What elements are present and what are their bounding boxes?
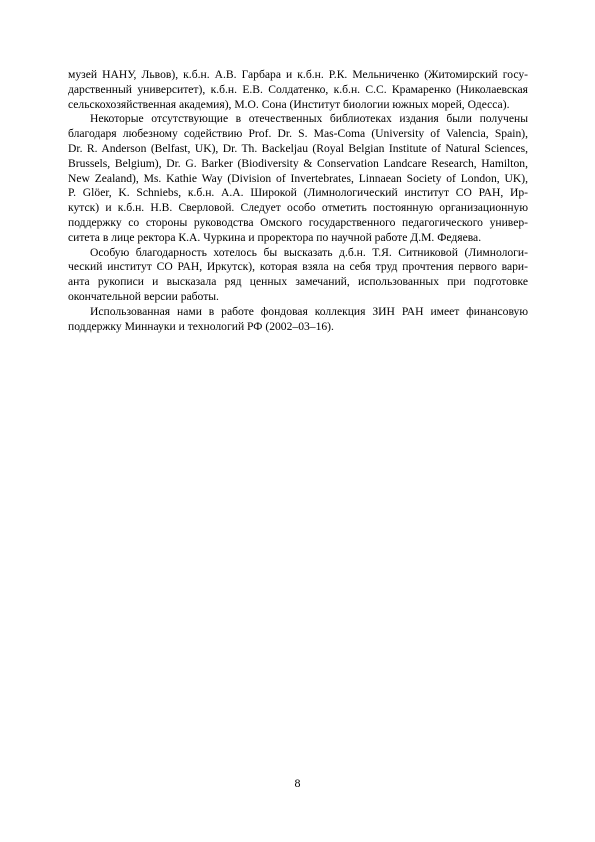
text-line: кутск) и к.б.н. Н.В. Сверловой. Следует особо отметить постоянную организационную: [68, 201, 528, 215]
text-line: ческий институт СО РАН, Иркутск), которая взяла на себя труд прочтения первого вари-: [68, 260, 528, 274]
text-line: поддержку Миннауки и технологий РФ (2002–03–16).: [68, 319, 334, 333]
text-line: Dr. R. Anderson (Belfast, UK), Dr. Th. Backeljau (Royal Belgian Institute of Natural Sciences,: [68, 141, 528, 155]
paragraph: [68, 246, 528, 305]
text-line: анта рукописи и высказала ряд ценных замечаний, использованных при подготовке: [68, 275, 528, 289]
text-line: сельскохозяйственная академия), М.О. Сона (Институт биологии южных морей, Одесса).: [68, 97, 510, 111]
text-line: окончательной версии работы.: [68, 289, 219, 303]
paragraph: [68, 68, 528, 112]
text-line: Особую благодарность хотелось бы высказать д.б.н. Т.Я. Ситниковой (Лимнологи-: [90, 245, 528, 259]
page-number: 8: [294, 776, 301, 790]
text-line: музей НАНУ, Львов), к.б.н. А.В. Гарбара и к.б.н. Р.К. Мельниченко (Житомирский госу-: [68, 68, 528, 81]
text-line: благодаря любезному содействию Prof. Dr. S. Mas-Coma (University of Valencia, Spain),: [68, 127, 528, 141]
paragraph: [68, 112, 528, 245]
paragraph: [68, 305, 528, 335]
text-line: P. Glöer, K. Schniebs, к.б.н. А.А. Широкой (Лимнологический институт СО РАН, Ир-: [68, 186, 528, 200]
text-line: Использованная нами в работе фондовая коллекция ЗИН РАН имеет финансовую: [90, 304, 528, 318]
text-line: поддержку со стороны руководства Омского государственного педагогического универ-: [68, 215, 528, 229]
body-text: [68, 68, 528, 334]
text-line: дарственный университет), к.б.н. Е.В. Солдатенко, к.б.н. С.С. Крамаренко (Николаевская: [68, 82, 528, 96]
text-line: ситета в лице ректора К.А. Чуркина и проректора по научной работе Д.М. Федяева.: [68, 230, 482, 244]
text-line: Brussels, Belgium), Dr. G. Barker (Biodiversity & Conservation Landcare Research, Hamilton,: [68, 156, 528, 170]
text-line: New Zealand), Ms. Kathie Way (Division of Invertebrates, Linnaean Society of London, UK),: [68, 171, 528, 185]
text-line: Некоторые отсутствующие в отечественных библиотеках издания были получены: [90, 112, 528, 126]
